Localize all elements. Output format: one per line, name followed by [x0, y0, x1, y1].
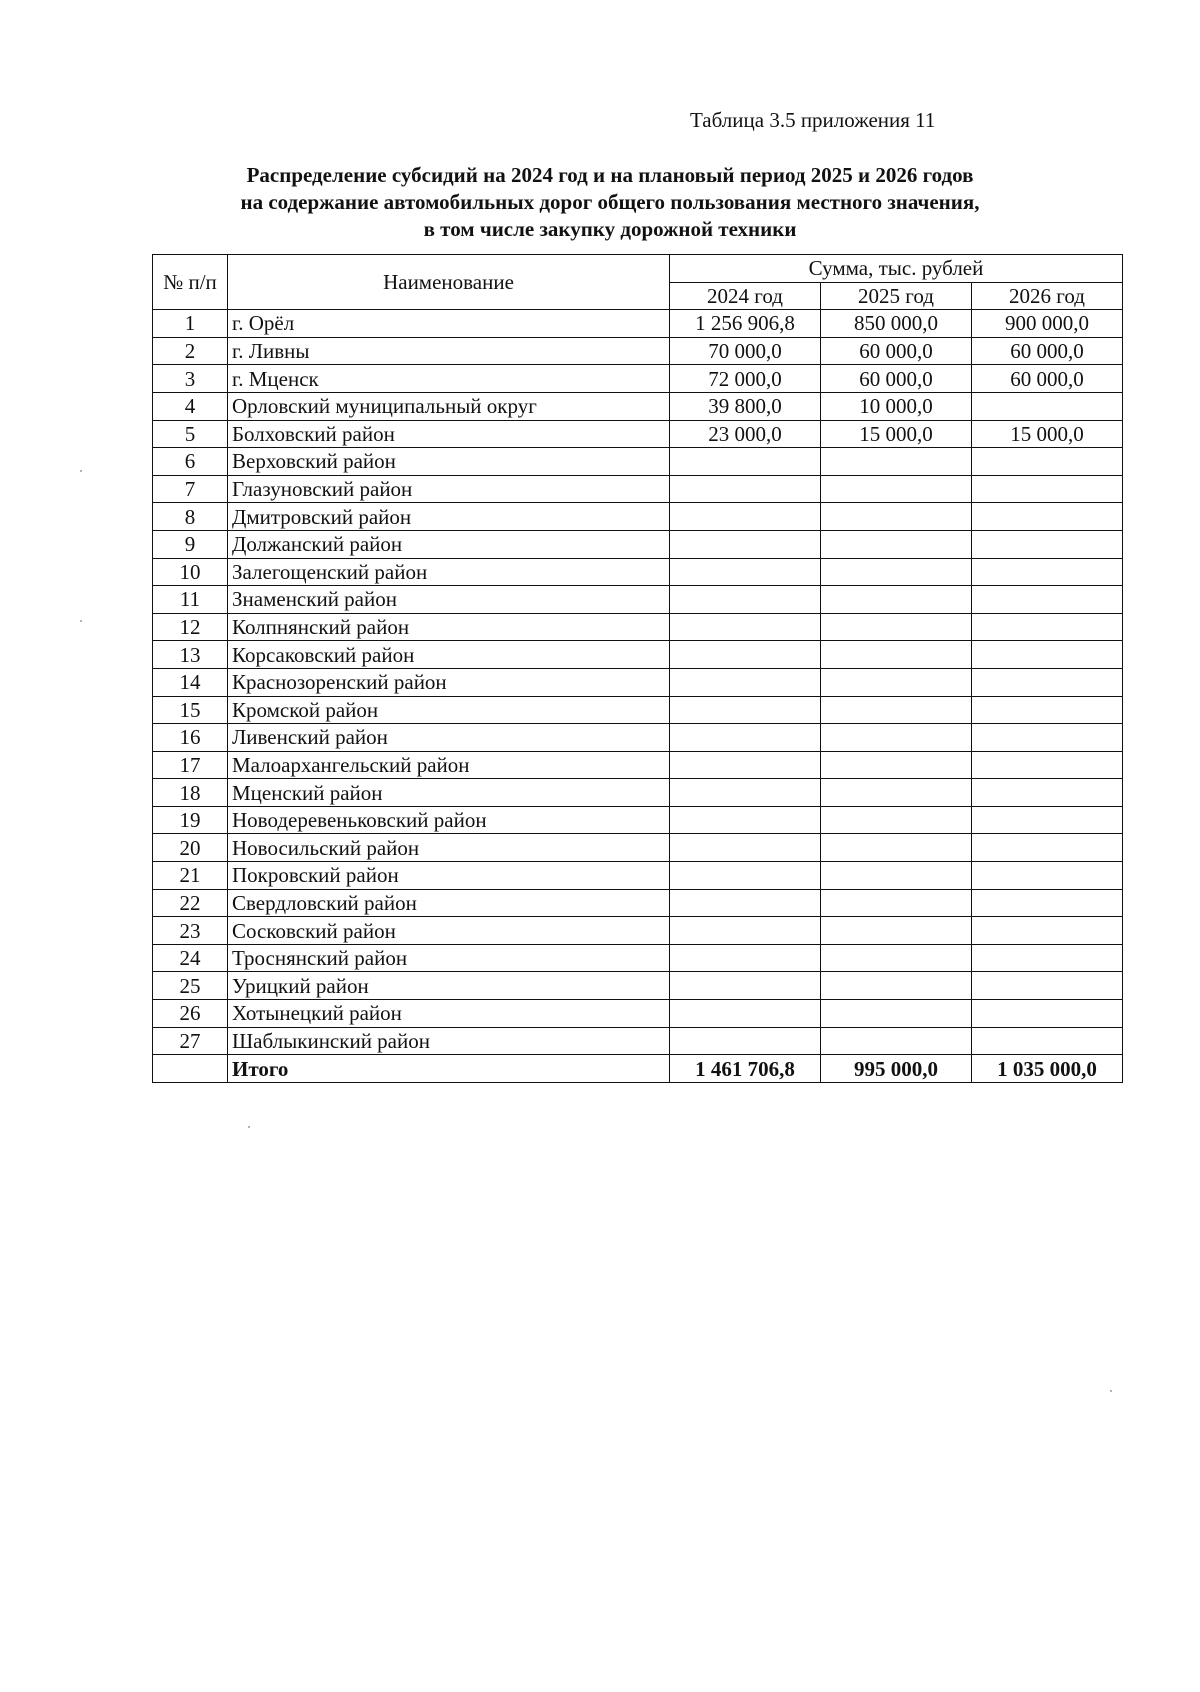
row-number: 9	[153, 530, 228, 558]
row-value-2026	[972, 668, 1123, 696]
row-value-2024	[670, 586, 821, 614]
row-value-2026	[972, 1027, 1123, 1055]
row-value-2025	[821, 917, 972, 945]
row-value-2026	[972, 641, 1123, 669]
table-row	[153, 475, 1123, 503]
row-name: Урицкий район	[228, 972, 670, 1000]
row-number: 22	[153, 889, 228, 917]
column-header-sum: Сумма, тыс. рублей	[670, 255, 1123, 283]
title-line-2: на содержание автомобильных дорог общего пользования местного значения,	[240, 190, 980, 214]
table-row	[153, 503, 1123, 531]
row-value-2024	[670, 668, 821, 696]
row-value-2024	[670, 1000, 821, 1028]
table-row	[153, 779, 1123, 807]
row-number: 25	[153, 972, 228, 1000]
row-value-2025	[821, 448, 972, 476]
row-value-2026	[972, 696, 1123, 724]
row-value-2026	[972, 944, 1123, 972]
column-header-name: Наименование	[228, 255, 670, 310]
row-value-2026	[972, 751, 1123, 779]
table-header-row	[153, 255, 1123, 283]
row-name: Должанский район	[228, 530, 670, 558]
table-row	[153, 392, 1123, 420]
row-name: Орловский муниципальный округ	[228, 392, 670, 420]
table-row	[153, 944, 1123, 972]
table-row	[153, 586, 1123, 614]
row-value-2024	[670, 448, 821, 476]
row-value-2026	[972, 889, 1123, 917]
column-header-year-2024: 2024 год	[670, 282, 821, 310]
row-name: Троснянский район	[228, 944, 670, 972]
row-name: Дмитровский район	[228, 503, 670, 531]
row-value-2025	[821, 1027, 972, 1055]
row-value-2026: 15 000,0	[972, 420, 1123, 448]
row-value-2026	[972, 806, 1123, 834]
row-number: 3	[153, 365, 228, 393]
row-value-2025	[821, 530, 972, 558]
table-row	[153, 862, 1123, 890]
row-value-2024: 23 000,0	[670, 420, 821, 448]
row-value-2026	[972, 586, 1123, 614]
scan-speck	[80, 620, 82, 622]
row-value-2026	[972, 613, 1123, 641]
row-value-2025	[821, 613, 972, 641]
scan-speck	[80, 470, 82, 472]
row-name: г. Мценск	[228, 365, 670, 393]
row-name: Новодеревеньковский район	[228, 806, 670, 834]
row-value-2024	[670, 751, 821, 779]
row-number: 17	[153, 751, 228, 779]
subsidy-table	[152, 254, 1123, 1083]
row-value-2024	[670, 834, 821, 862]
row-value-2024	[670, 641, 821, 669]
row-number: 5	[153, 420, 228, 448]
row-name: Залегощенский район	[228, 558, 670, 586]
row-number: 27	[153, 1027, 228, 1055]
table-row	[153, 917, 1123, 945]
row-value-2025: 60 000,0	[821, 337, 972, 365]
total-number-cell	[153, 1055, 228, 1083]
row-number: 12	[153, 613, 228, 641]
row-value-2026	[972, 448, 1123, 476]
row-value-2025	[821, 944, 972, 972]
row-value-2025: 10 000,0	[821, 392, 972, 420]
row-value-2024: 39 800,0	[670, 392, 821, 420]
table-row	[153, 530, 1123, 558]
row-name: Знаменский район	[228, 586, 670, 614]
table-row	[153, 889, 1123, 917]
row-number: 2	[153, 337, 228, 365]
row-name: Хотынецкий район	[228, 1000, 670, 1028]
table-row	[153, 668, 1123, 696]
row-name: Сосковский район	[228, 917, 670, 945]
row-value-2026	[972, 558, 1123, 586]
row-number: 10	[153, 558, 228, 586]
row-number: 18	[153, 779, 228, 807]
row-value-2024	[670, 862, 821, 890]
row-value-2025	[821, 641, 972, 669]
row-number: 15	[153, 696, 228, 724]
row-value-2026	[972, 862, 1123, 890]
row-value-2024	[670, 475, 821, 503]
table-row	[153, 365, 1123, 393]
row-value-2025: 15 000,0	[821, 420, 972, 448]
row-value-2025	[821, 889, 972, 917]
row-value-2025	[821, 1000, 972, 1028]
table-row	[153, 558, 1123, 586]
document-title	[150, 162, 1070, 243]
row-value-2025: 850 000,0	[821, 310, 972, 338]
scan-speck	[1110, 1390, 1112, 1392]
row-value-2025	[821, 862, 972, 890]
table-row	[153, 806, 1123, 834]
table-row	[153, 420, 1123, 448]
row-value-2024	[670, 558, 821, 586]
row-value-2026	[972, 475, 1123, 503]
row-name: Краснозоренский район	[228, 668, 670, 696]
table-row	[153, 751, 1123, 779]
row-value-2024	[670, 889, 821, 917]
row-value-2026	[972, 392, 1123, 420]
table-row	[153, 834, 1123, 862]
row-value-2024: 72 000,0	[670, 365, 821, 393]
table-row	[153, 696, 1123, 724]
title-line-1: Распределение субсидий на 2024 год и на плановый период 2025 и 2026 годов	[246, 163, 974, 187]
table-row	[153, 448, 1123, 476]
total-label: Итого	[228, 1055, 670, 1083]
row-name: Мценский район	[228, 779, 670, 807]
row-number: 26	[153, 1000, 228, 1028]
row-value-2024	[670, 503, 821, 531]
row-number: 19	[153, 806, 228, 834]
title-line-3: в том числе закупку дорожной техники	[423, 217, 797, 241]
row-value-2026	[972, 972, 1123, 1000]
row-value-2024	[670, 696, 821, 724]
row-value-2026: 900 000,0	[972, 310, 1123, 338]
row-name: Свердловский район	[228, 889, 670, 917]
row-name: г. Ливны	[228, 337, 670, 365]
row-value-2026	[972, 834, 1123, 862]
row-name: Ливенский район	[228, 724, 670, 752]
row-value-2024	[670, 724, 821, 752]
row-number: 13	[153, 641, 228, 669]
row-value-2024	[670, 917, 821, 945]
table-row	[153, 613, 1123, 641]
total-value-2024: 1 461 706,8	[670, 1055, 821, 1083]
row-value-2025: 60 000,0	[821, 365, 972, 393]
row-value-2024	[670, 779, 821, 807]
row-number: 8	[153, 503, 228, 531]
row-name: Новосильский район	[228, 834, 670, 862]
row-value-2025	[821, 724, 972, 752]
total-row	[153, 1055, 1123, 1083]
row-value-2025	[821, 834, 972, 862]
total-value-2026: 1 035 000,0	[972, 1055, 1123, 1083]
row-value-2024: 1 256 906,8	[670, 310, 821, 338]
row-value-2024	[670, 613, 821, 641]
row-number: 21	[153, 862, 228, 890]
row-value-2025	[821, 751, 972, 779]
row-value-2025	[821, 586, 972, 614]
row-value-2025	[821, 668, 972, 696]
column-header-year-2025: 2025 год	[821, 282, 972, 310]
row-number: 24	[153, 944, 228, 972]
row-value-2024	[670, 806, 821, 834]
row-value-2026: 60 000,0	[972, 365, 1123, 393]
table-row	[153, 337, 1123, 365]
row-value-2024: 70 000,0	[670, 337, 821, 365]
table-row	[153, 972, 1123, 1000]
row-name: Покровский район	[228, 862, 670, 890]
row-value-2026: 60 000,0	[972, 337, 1123, 365]
row-value-2026	[972, 530, 1123, 558]
table-row	[153, 724, 1123, 752]
row-name: Кромской район	[228, 696, 670, 724]
row-value-2024	[670, 944, 821, 972]
total-value-2025: 995 000,0	[821, 1055, 972, 1083]
table-row	[153, 1000, 1123, 1028]
row-number: 4	[153, 392, 228, 420]
row-name: Колпнянский район	[228, 613, 670, 641]
column-header-year-2026: 2026 год	[972, 282, 1123, 310]
row-value-2026	[972, 779, 1123, 807]
row-number: 6	[153, 448, 228, 476]
table-row	[153, 641, 1123, 669]
table-body	[153, 310, 1123, 1083]
row-number: 7	[153, 475, 228, 503]
row-number: 20	[153, 834, 228, 862]
row-number: 14	[153, 668, 228, 696]
row-value-2025	[821, 475, 972, 503]
row-name: Шаблыкинский район	[228, 1027, 670, 1055]
table-row	[153, 1027, 1123, 1055]
row-value-2025	[821, 696, 972, 724]
row-name: Болховский район	[228, 420, 670, 448]
row-value-2026	[972, 1000, 1123, 1028]
row-name: г. Орёл	[228, 310, 670, 338]
row-value-2024	[670, 1027, 821, 1055]
table-reference: Таблица 3.5 приложения 11	[690, 108, 936, 132]
row-value-2025	[821, 503, 972, 531]
row-number: 1	[153, 310, 228, 338]
row-number: 16	[153, 724, 228, 752]
row-value-2026	[972, 724, 1123, 752]
row-name: Глазуновский район	[228, 475, 670, 503]
row-value-2024	[670, 972, 821, 1000]
table-row	[153, 310, 1123, 338]
row-value-2025	[821, 806, 972, 834]
row-number: 11	[153, 586, 228, 614]
row-value-2025	[821, 779, 972, 807]
row-name: Малоархангельский район	[228, 751, 670, 779]
row-value-2024	[670, 530, 821, 558]
row-value-2026	[972, 917, 1123, 945]
column-header-number: № п/п	[153, 255, 228, 310]
scan-speck	[248, 1126, 250, 1128]
row-name: Корсаковский район	[228, 641, 670, 669]
row-number: 23	[153, 917, 228, 945]
row-name: Верховский район	[228, 448, 670, 476]
row-value-2025	[821, 972, 972, 1000]
row-value-2025	[821, 558, 972, 586]
row-value-2026	[972, 503, 1123, 531]
